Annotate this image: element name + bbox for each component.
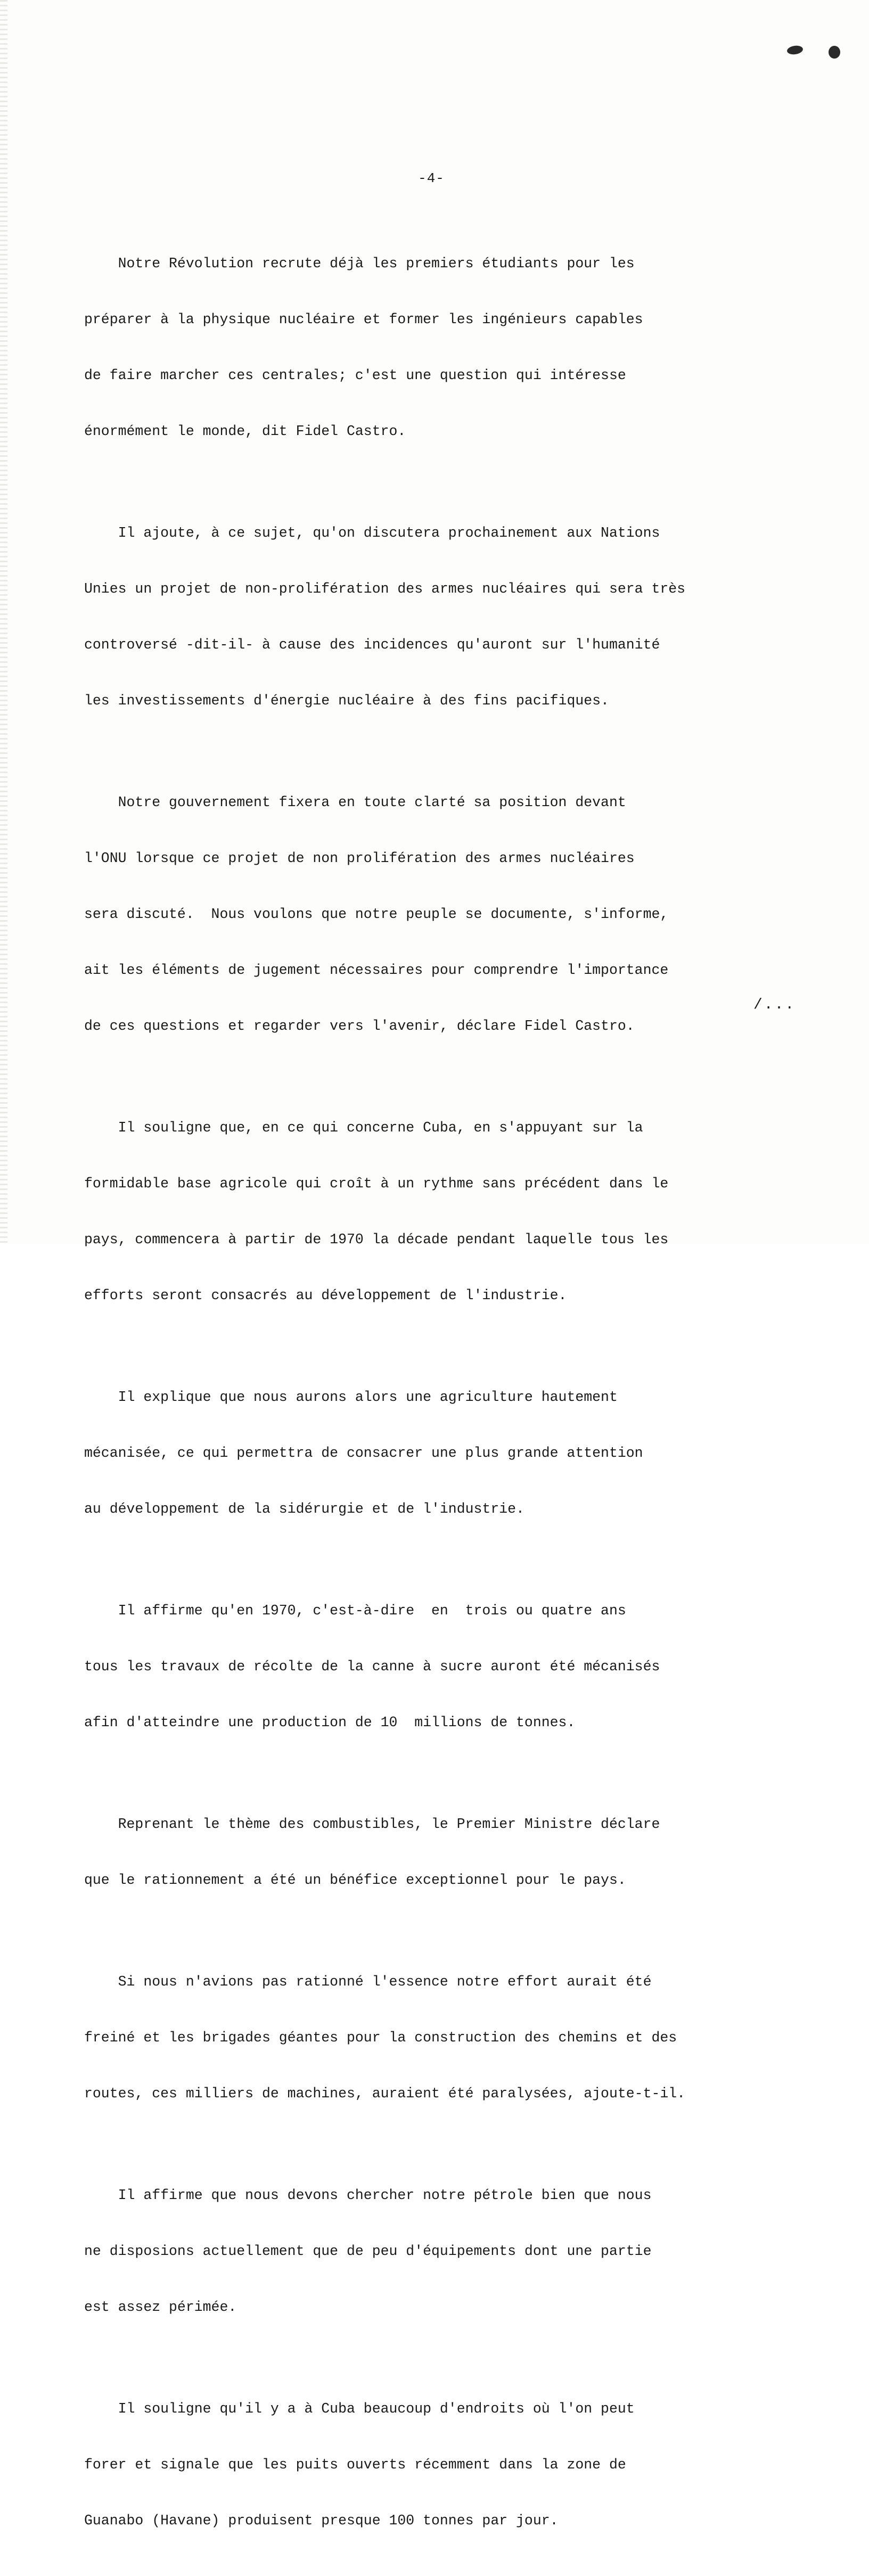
text-line: ne disposions actuellement que de peu d'équipements dont une partie — [84, 2243, 652, 2259]
text-line: efforts seront consacrés au développement de l'industrie. — [84, 1287, 567, 1303]
text-line: au développement de la sidérurgie et de l'industrie. — [84, 1501, 524, 1517]
page-number: -4- — [418, 170, 445, 186]
text-line: Unies un projet de non-prolifération des armes nucléaires qui sera très — [84, 581, 686, 597]
body-text — [84, 217, 830, 2576]
scan-binding-edge — [0, 0, 7, 1244]
paragraph — [84, 1351, 830, 1556]
text-line: freiné et les brigades géantes pour la construction des chemins et des — [84, 2030, 677, 2046]
text-line: Reprenant le thème des combustibles, le Premier Ministre déclare — [84, 1816, 660, 1832]
paragraph — [84, 217, 830, 478]
paragraph — [84, 2149, 830, 2354]
text-line: est assez périmée. — [84, 2299, 237, 2315]
text-line: tous les travaux de récolte de la canne à sucre auront été mécanisés — [84, 1659, 660, 1675]
text-line: préparer à la physique nucléaire et former les ingénieurs capables — [84, 311, 643, 327]
paragraph — [84, 1081, 830, 1342]
ink-smudge-left — [786, 45, 804, 55]
text-line: Il explique que nous aurons alors une agriculture hautement — [84, 1389, 618, 1405]
paragraph — [84, 487, 830, 748]
text-line: controversé -dit-il- à cause des incidences qu'auront sur l'humanité — [84, 637, 660, 653]
text-line: afin d'atteindre une production de 10 millions de tonnes. — [84, 1714, 576, 1730]
text-line: Il ajoute, à ce sujet, qu'on discutera prochainement aux Nations — [84, 525, 660, 541]
text-line: pays, commencera à partir de 1970 la décade pendant laquelle tous les — [84, 1232, 669, 1248]
paragraph — [84, 756, 830, 1073]
text-line: formidable base agricole qui croît à un rythme sans précédent dans le — [84, 1176, 669, 1192]
text-line: Si nous n'avions pas rationné l'essence notre effort aurait été — [84, 1974, 652, 1990]
text-line: ait les éléments de jugement nécessaires pour comprendre l'importance — [84, 962, 669, 978]
continuation-mark: /... — [753, 997, 796, 1013]
text-line: sera discuté. Nous voulons que notre peuple se documente, s'informe, — [84, 906, 669, 922]
text-line: énormément le monde, dit Fidel Castro. — [84, 423, 406, 439]
text-line: l'ONU lorsque ce projet de non prolifération des armes nucléaires — [84, 850, 635, 866]
text-line: que le rationnement a été un bénéfice exceptionnel pour le pays. — [84, 1872, 626, 1888]
text-line: routes, ces milliers de machines, auraient été paralysées, ajoute-t-il. — [84, 2086, 686, 2102]
text-line: Guanabo (Havane) produisent presque 100 tonnes par jour. — [84, 2513, 559, 2529]
text-line: de faire marcher ces centrales; c'est une question qui intéresse — [84, 367, 626, 383]
text-line: Il affirme qu'en 1970, c'est-à-dire en trois ou quatre ans — [84, 1603, 626, 1619]
text-line: mécanisée, ce qui permettra de consacrer une plus grande attention — [84, 1445, 643, 1461]
text-line: Notre Révolution recrute déjà les premiers étudiants pour les — [84, 256, 635, 272]
text-line: forer et signale que les puits ouverts récemment dans la zone de — [84, 2457, 626, 2473]
paragraph — [84, 1778, 830, 1927]
text-line: Notre gouvernement fixera en toute clarté sa position devant — [84, 794, 626, 810]
ink-smudge-right — [829, 46, 840, 59]
text-line: de ces questions et regarder vers l'avenir, déclare Fidel Castro. — [84, 1018, 635, 1034]
text-line: Il souligne qu'il y a à Cuba beaucoup d'endroits où l'on peut — [84, 2401, 635, 2417]
text-line: Il souligne que, en ce qui concerne Cuba, en s'appuyant sur la — [84, 1120, 643, 1136]
text-line: les investissements d'énergie nucléaire à des fins pacifiques. — [84, 693, 609, 709]
paragraph — [84, 1564, 830, 1769]
paragraph — [84, 2362, 830, 2567]
text-line: Il affirme que nous devons chercher notre pétrole bien que nous — [84, 2187, 652, 2203]
paragraph — [84, 1935, 830, 2140]
